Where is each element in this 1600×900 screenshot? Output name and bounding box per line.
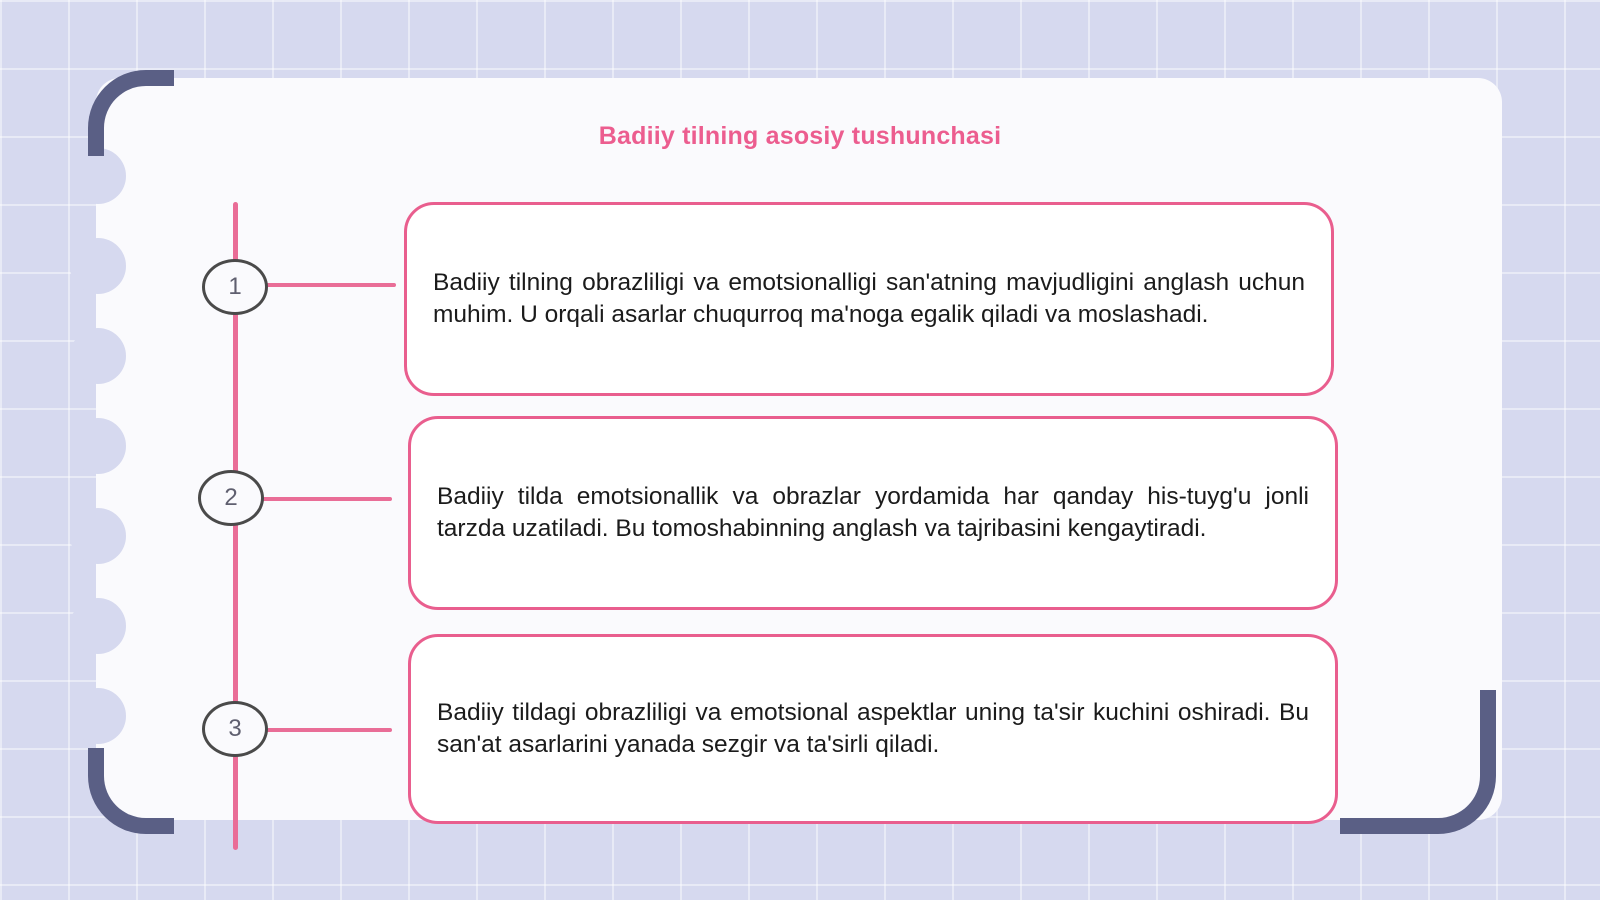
step-card-text: Badiiy tilning obrazliligi va emotsionalligi san'atning mavjudligini anglash uchun muhim. U orqali asarlar chuqurroq ma'noga egalik qiladi va moslashadi. [433,269,1305,328]
step-number-badge: 1 [202,259,268,315]
timeline-connector [266,283,396,287]
step-card-text: Badiiy tildagi obrazliligi va emotsional aspektlar uning ta'sir kuchini oshiradi. Bu san'at asarlarini yanada sezgir va ta'sirli qiladi. [437,699,1309,758]
step-card [408,416,1338,610]
step-card [404,202,1334,396]
slide-title: Badiiy tilning asosiy tushunchasi [598,122,1002,150]
step-number-badge: 2 [198,470,264,526]
paper-scallop [70,598,126,654]
paper-scallop [70,328,126,384]
timeline-connector [266,728,392,732]
paper-scallop [70,148,126,204]
step-number-badge: 3 [202,701,268,757]
step-card [408,634,1338,824]
paper-scallop [70,688,126,744]
corner-bracket-bottom-right [1340,690,1496,834]
paper-scallop [70,238,126,294]
paper-scallop [70,508,126,564]
paper-scallop [70,418,126,474]
corner-bracket-bottom-left [88,748,174,834]
step-card-text: Badiiy tilda emotsionallik va obrazlar yordamida har qanday his-tuyg'u jonli tarzda uzatiladi. Bu tomoshabinning anglash va tajribasini kengaytiradi. [437,483,1309,542]
timeline-connector [262,497,392,501]
